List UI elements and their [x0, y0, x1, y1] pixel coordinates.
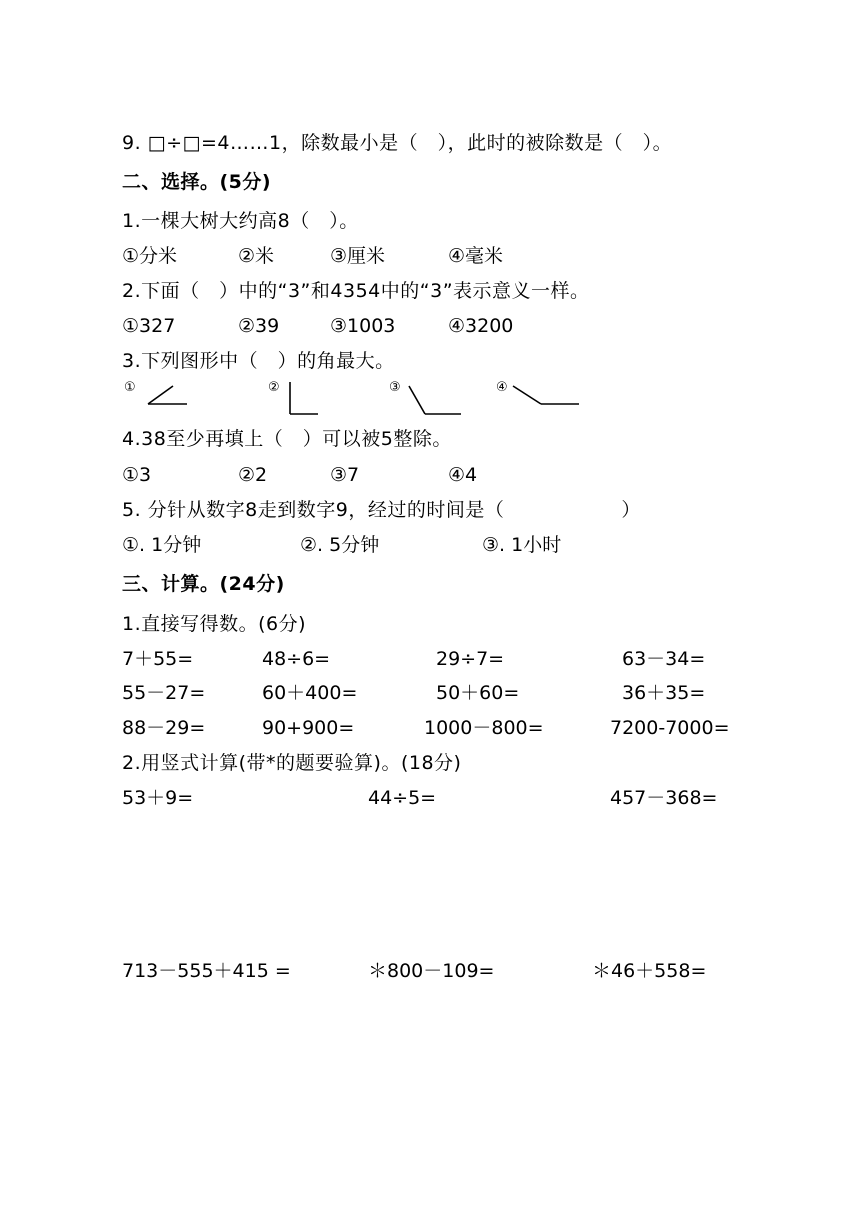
right-angle-figure	[286, 380, 322, 418]
vertical-calc-item: 44÷5=	[368, 787, 437, 809]
choice-q4-option: ②2	[238, 464, 268, 486]
calc-item: 63－34=	[622, 648, 706, 670]
acute-angle-figure	[145, 384, 195, 408]
calc-item: 55－27=	[122, 682, 206, 704]
question-9: 9. □÷□=4……1，除数最小是（ ），此时的被除数是（ ）。	[122, 132, 673, 154]
vertical-calc-item: ＊800－109=	[368, 960, 495, 982]
choice-q4-option: ④4	[448, 464, 478, 486]
angle-option-label: ②	[268, 380, 280, 395]
calc-item: 1000－800=	[424, 717, 544, 739]
section-2-title: 二、选择。(5分)	[122, 171, 272, 193]
choice-q4-option: ③7	[330, 464, 360, 486]
calc-item: 90+900=	[262, 717, 355, 739]
choice-q4-option: ①3	[122, 464, 152, 486]
choice-q4-stem: 4.38至少再填上（ ）可以被5整除。	[122, 428, 452, 450]
choice-q2-stem: 2.下面（ ）中的“3”和4354中的“3”表示意义一样。	[122, 280, 590, 302]
choice-q2-option: ③1003	[330, 315, 396, 337]
section-3-title: 三、计算。(24分)	[122, 573, 285, 595]
calc-item: 7＋55=	[122, 648, 194, 670]
calc-item: 7200-7000=	[610, 717, 730, 739]
choice-q1-stem: 1.一棵大树大约高8（ ）。	[122, 210, 359, 232]
vertical-calc-item: 53＋9=	[122, 787, 194, 809]
calc-item: 60＋400=	[262, 682, 358, 704]
vertical-calc-item: ＊46＋558=	[592, 960, 707, 982]
choice-q1-option: ①分米	[122, 245, 178, 267]
vertical-calc-item: 457－368=	[610, 787, 718, 809]
calc-item: 50＋60=	[436, 682, 520, 704]
choice-q1-option: ②米	[238, 245, 275, 267]
calc-item: 48÷6=	[262, 648, 331, 670]
calc-item: 29÷7=	[436, 648, 505, 670]
angle-option-label: ④	[496, 380, 508, 395]
calc-part-1-title: 1.直接写得数。(6分)	[122, 613, 307, 635]
choice-q2-option: ②39	[238, 315, 280, 337]
choice-q2-option: ①327	[122, 315, 176, 337]
calc-item: 88－29=	[122, 717, 206, 739]
choice-q1-option: ④毫米	[448, 245, 504, 267]
choice-q5-option: ②. 5分钟	[300, 534, 380, 556]
calc-item: 36＋35=	[622, 682, 706, 704]
angle-option-label: ③	[389, 380, 401, 395]
choice-q5-option: ③. 1小时	[482, 534, 562, 556]
angle-option-label: ①	[124, 380, 136, 395]
wide-obtuse-angle-figure	[511, 384, 583, 410]
choice-q2-option: ④3200	[448, 315, 514, 337]
choice-q5-option: ①. 1分钟	[122, 534, 202, 556]
calc-part-2-title: 2.用竖式计算(带*的题要验算)。(18分)	[122, 752, 462, 774]
obtuse-angle-figure	[405, 384, 465, 416]
vertical-calc-item: 713－555＋415 =	[122, 960, 291, 982]
choice-q1-option: ③厘米	[330, 245, 386, 267]
choice-q3-stem: 3.下列图形中（ ）的角最大。	[122, 350, 395, 372]
choice-q5-stem: 5. 分针从数字8走到数字9，经过的时间是（ ）	[122, 499, 641, 521]
